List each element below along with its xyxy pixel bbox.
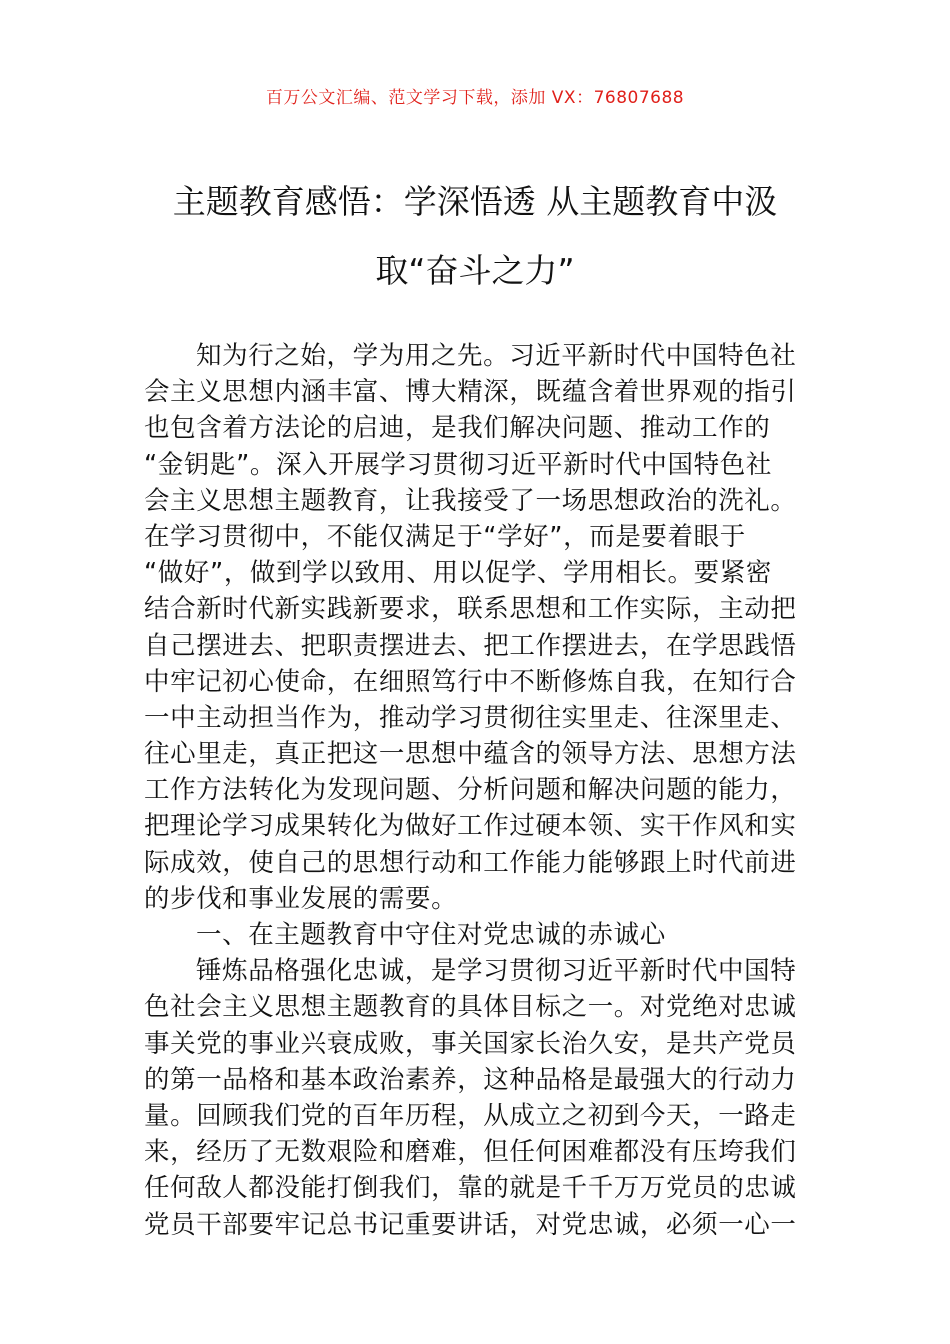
paragraph-line: 来，经历了无数艰险和磨难，但任何困难都没有压垮我们 [144,1137,797,1168]
paragraph-line: 在学习贯彻中，不能仅满足于“学好”，而是要着眼于 [144,521,746,552]
paragraph-line: 知为行之始，学为用之先。习近平新时代中国特色社 [196,341,797,371]
paragraph-line: 的步伐和事业发展的需要。 [144,883,458,914]
paragraph-line: 也包含着方法论的启迪，是我们解决问题、推动工作的 [144,413,771,444]
paragraph-line: 结合新时代新实践新要求，联系思想和工作实际，主动把 [144,594,797,625]
section-heading: 一、在主题教育中守住对党忠诚的赤诚心 [196,920,666,950]
paragraph-line: “金钥匙”。深入开展学习贯彻习近平新时代中国特色社 [144,449,772,480]
paragraph-line: 中牢记初心使命，在细照笃行中不断修炼自我，在知行合 [144,666,797,697]
watermark-header: 百万公文汇编、范文学习下载，添加 VX：76807688 [265,88,685,108]
paragraph-line: 工作方法转化为发现问题、分析问题和解决问题的能力， [144,775,797,806]
paragraph-line: 的第一品格和基本政治素养，这种品格是最强大的行动力 [144,1064,797,1095]
paragraph-line: 量。回顾我们党的百年历程，从成立之初到今天，一路走 [144,1100,797,1131]
paragraph-line: 锤炼品格强化忠诚，是学习贯彻习近平新时代中国特 [196,956,797,987]
paragraph-line: 会主义思想内涵丰富、博大精深，既蕴含着世界观的指引 [144,377,797,408]
paragraph-line: 自己摆进去、把职责摆进去、把工作摆进去，在学思践悟 [144,630,797,661]
paragraph-line: 会主义思想主题教育，让我接受了一场思想政治的洗礼。 [144,485,797,516]
paragraph-line: 际成效，使自己的思想行动和工作能力能够跟上时代前进 [144,847,797,878]
paragraph-line: 任何敌人都没能打倒我们，靠的就是千千万万党员的忠诚 [144,1173,797,1204]
paragraph-line: 往心里走，真正把这一思想中蕴含的领导方法、思想方法 [144,739,797,770]
paragraph-line: 事关党的事业兴衰成败，事关国家长治久安，是共产党员 [144,1028,797,1059]
paragraph-line: 党员干部要牢记总书记重要讲话，对党忠诚，必须一心一 [144,1209,797,1240]
paragraph-line: 把理论学习成果转化为做好工作过硬本领、实干作风和实 [144,811,797,842]
paragraph-line: 色社会主义思想主题教育的具体目标之一。对党绝对忠诚 [144,992,797,1023]
paragraph-line: 一中主动担当作为，推动学习贯彻往实里走、往深里走、 [144,702,797,733]
document-title-line-1: 主题教育感悟：学深悟透 从主题教育中汲 [172,182,778,221]
document-title-line-2: 取“奋斗之力” [375,251,575,290]
paragraph-line: “做好”，做到学以致用、用以促学、学用相长。要紧密 [144,558,772,589]
document-body [144,338,809,1243]
